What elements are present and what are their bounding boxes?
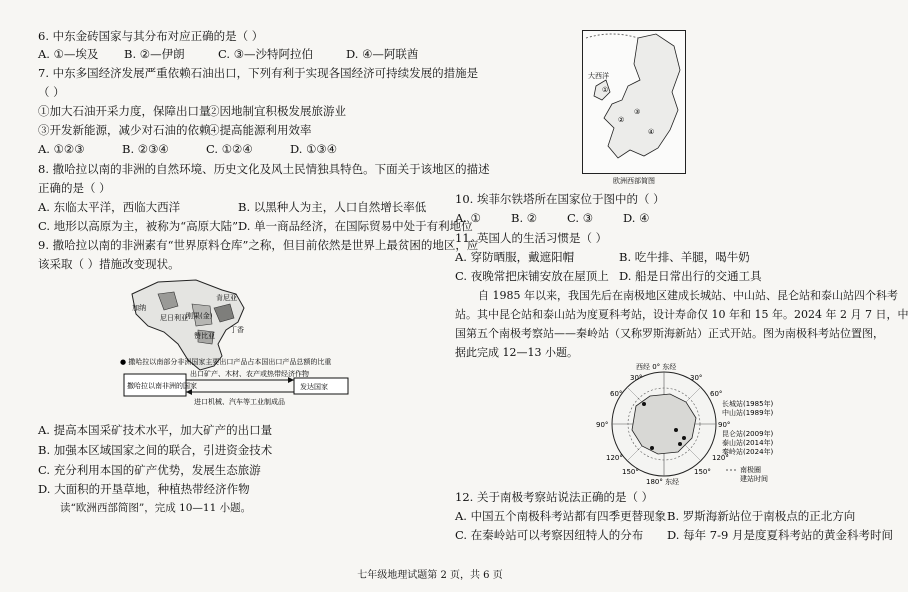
q8-option-b[interactable]: B. 以黑种人为主，人口自然增长率低 (238, 200, 427, 214)
page-footer: 七年级地理试题第 2 页，共 6 页 (357, 570, 503, 581)
station-zhongshan (682, 436, 686, 440)
q12-option-d[interactable]: D. 每年 7-9 月是度夏科考站的黄金科考时间 (667, 528, 893, 542)
legend-circle-label: 南极圈 (740, 466, 761, 474)
europe-map-figure (582, 30, 686, 186)
q12-option-a[interactable]: A. 中国五个南极科考站都有四季更替现象 (455, 509, 667, 523)
africa-export-figure (118, 274, 354, 418)
q10-option-a[interactable]: A. ① (455, 211, 481, 225)
marker-4: ④ (648, 128, 655, 136)
label-w120: 120° (606, 454, 623, 462)
q9-option-d[interactable]: D. 大面积的开垦草地，种植热带经济作物 (38, 482, 250, 496)
flow-left-label: 撒哈拉以南非洲的国家 (127, 382, 197, 390)
label-e30: 30° (690, 374, 703, 382)
q8-option-a[interactable]: A. 东临太平洋，西临大西洋 (38, 200, 181, 214)
label-e150: 150° (694, 468, 711, 476)
flow-export-label: 出口矿产、木材、农产或热带经济作物 (190, 370, 309, 378)
passage-line-1: 自 1985 年以来，我国先后在南极地区建成长城站、中山站、昆仑站和泰山站四个科考 (478, 289, 898, 302)
q8-stem-line1: 8. 撒哈拉以南的非洲的自然环境、历史文化及风土民情独具特色。下面关于该地区的描述 (38, 162, 490, 176)
flow-right-label: 发达国家 (300, 383, 328, 391)
q10-stem: 10. 埃菲尔铁塔所在国家位于图中的（ ） (455, 192, 665, 206)
q7-option-d[interactable]: D. ①③④ (290, 142, 338, 156)
label-top-meridian: 西经 0° 东经 (636, 363, 677, 371)
q7-blank: （ ） (38, 85, 65, 99)
q12-stem: 12. 关于南极考察站说法正确的是（ ） (455, 490, 654, 504)
label-cloves: 丁香 (230, 326, 244, 334)
q11-option-c[interactable]: C. 夜晚常把床铺安放在屋顶上 (455, 269, 609, 283)
label-w30: 30° (630, 374, 643, 382)
q7-stem: 7. 中东多国经济发展严重依赖石油出口，下列有利于实现各国经济可持续发展的措施是 (38, 66, 479, 80)
q7-option-a[interactable]: A. ①②③ (38, 142, 85, 156)
europe-caption: 欧洲西部简图 (613, 177, 655, 185)
legend-export-share: ● 撒哈拉以南部分非洲国家主要出口产品占本国出口产品总额的比重 (120, 358, 332, 366)
q10-option-b[interactable]: B. ② (511, 211, 538, 225)
station-label-2: 中山站(1989年) (722, 409, 774, 417)
station-label-1: 长城站(1985年) (722, 400, 774, 408)
label-drc: 刚果(金) (186, 312, 213, 320)
q7-items-row1 (38, 104, 346, 118)
q11-options-row1 (455, 250, 750, 264)
label-kenya: 肯尼亚 (216, 294, 237, 302)
station-kunlun (674, 428, 678, 432)
q9-option-b[interactable]: B. 加强本区域国家之间的联合，引进资金技术 (38, 443, 273, 457)
q7-options (38, 142, 337, 156)
label-w90: 90° (596, 421, 609, 429)
q8-options-row2 (38, 219, 473, 233)
q6-options (38, 47, 418, 61)
q6-option-c[interactable]: C. ③—沙特阿拉伯 (218, 47, 314, 61)
label-zambia: 赞比亚 (194, 332, 215, 340)
legend-time-label: 建站时间 (740, 475, 768, 483)
q6-option-b[interactable]: B. ②—伊朗 (124, 47, 185, 61)
flow-import-label: 进口机械、汽车等工业制成品 (194, 398, 285, 406)
q7-items-row2 (38, 123, 312, 137)
q6-option-d[interactable]: D. ④—阿联酋 (346, 47, 419, 61)
q10-options (455, 211, 649, 225)
station-qinling (650, 446, 654, 450)
label-gabon: 加纳 (132, 304, 146, 312)
label-w60: 60° (610, 390, 623, 398)
q10-option-d[interactable]: D. ④ (623, 211, 650, 225)
lead-10-11: 读“欧洲西部简图”，完成 10—11 小题。 (60, 502, 252, 514)
q7-item-3: ③开发新能源，减少对石油的依赖 (38, 123, 211, 137)
q11-option-b[interactable]: B. 吃牛排、羊腿，喝牛奶 (619, 250, 750, 264)
q9-option-a[interactable]: A. 提高本国采矿技术水平，加大矿产的出口量 (38, 423, 273, 437)
label-bottom-meridian: 180° 东经 (646, 478, 680, 486)
label-e60: 60° (710, 390, 723, 398)
marker-1: ① (602, 86, 609, 94)
q9-stem-line2: 该采取（ ）措施改变现状。 (38, 257, 180, 271)
q11-options-row2 (455, 269, 762, 283)
marker-3: ③ (634, 108, 641, 116)
q10-option-c[interactable]: C. ③ (567, 211, 594, 225)
q7-item-4: ④提高能源利用效率 (208, 123, 312, 137)
q7-item-2: ②因地制宜积极发展旅游业 (208, 104, 346, 118)
passage-line-3: 国第五个南极考察站——秦岭站（又称罗斯海新站）正式开站。图为南极科考站位置图， (455, 327, 884, 340)
q7-item-1: ①加大石油开采力度，保障出口量 (38, 104, 211, 118)
passage-line-2: 站。其中昆仑站和泰山站为度夏科考站，设计寿命仅 10 年和 15 年。2024 年 2 月 7 日，中 (455, 308, 908, 321)
q12-option-c[interactable]: C. 在秦岭站可以考察因纽特人的分布 (455, 528, 644, 542)
station-taishan (678, 442, 682, 446)
q7-option-c[interactable]: C. ①②④ (206, 142, 253, 156)
q8-option-d[interactable]: D. 单一商品经济，在国际贸易中处于有利地位 (238, 219, 473, 233)
q12-options-row2 (455, 528, 893, 542)
passage-line-4: 据此完成 12—13 小题。 (455, 346, 578, 359)
q8-stem-line2: 正确的是（ ） (38, 181, 111, 195)
q11-stem: 11. 英国人的生活习惯是（ ） (455, 231, 608, 245)
label-e120: 120° (712, 454, 729, 462)
q8-option-c[interactable]: C. 地形以高原为主，被称为“高原大陆” (38, 219, 238, 233)
q9-option-c[interactable]: C. 充分利用本国的矿产优势，发展生态旅游 (38, 463, 261, 477)
marker-2: ② (618, 116, 625, 124)
q7-option-b[interactable]: B. ②③④ (122, 142, 169, 156)
ocean-label: 大西洋 (588, 72, 609, 80)
label-e90: 90° (718, 421, 731, 429)
station-label-3: 昆仑站(2009年) (722, 430, 774, 438)
station-label-5: 秦岭站(2024年) (722, 448, 774, 456)
station-label-4: 泰山站(2014年) (722, 439, 774, 447)
q6-stem: 6. 中东金砖国家与其分布对应正确的是（ ） (38, 29, 264, 43)
station-changcheng (642, 402, 646, 406)
label-nigeria: 尼日利亚 (160, 314, 188, 322)
q6-option-a[interactable]: A. ①—埃及 (38, 47, 99, 61)
q11-option-d[interactable]: D. 船是日常出行的交通工具 (619, 269, 762, 283)
q9-stem-line1: 9. 撒哈拉以南的非洲素有“世界原料仓库”之称，但目前依然是世界上最贫困的地区，应 (38, 238, 479, 252)
q12-options-row1 (455, 509, 855, 523)
antarctica-polar-figure (566, 360, 780, 486)
label-w150: 150° (622, 468, 639, 476)
q11-option-a[interactable]: A. 穿防晒服，戴遮阳帽 (455, 250, 575, 264)
q12-option-b[interactable]: B. 罗斯海新站位于南极点的正北方向 (667, 509, 856, 523)
q8-options-row1 (38, 200, 426, 214)
